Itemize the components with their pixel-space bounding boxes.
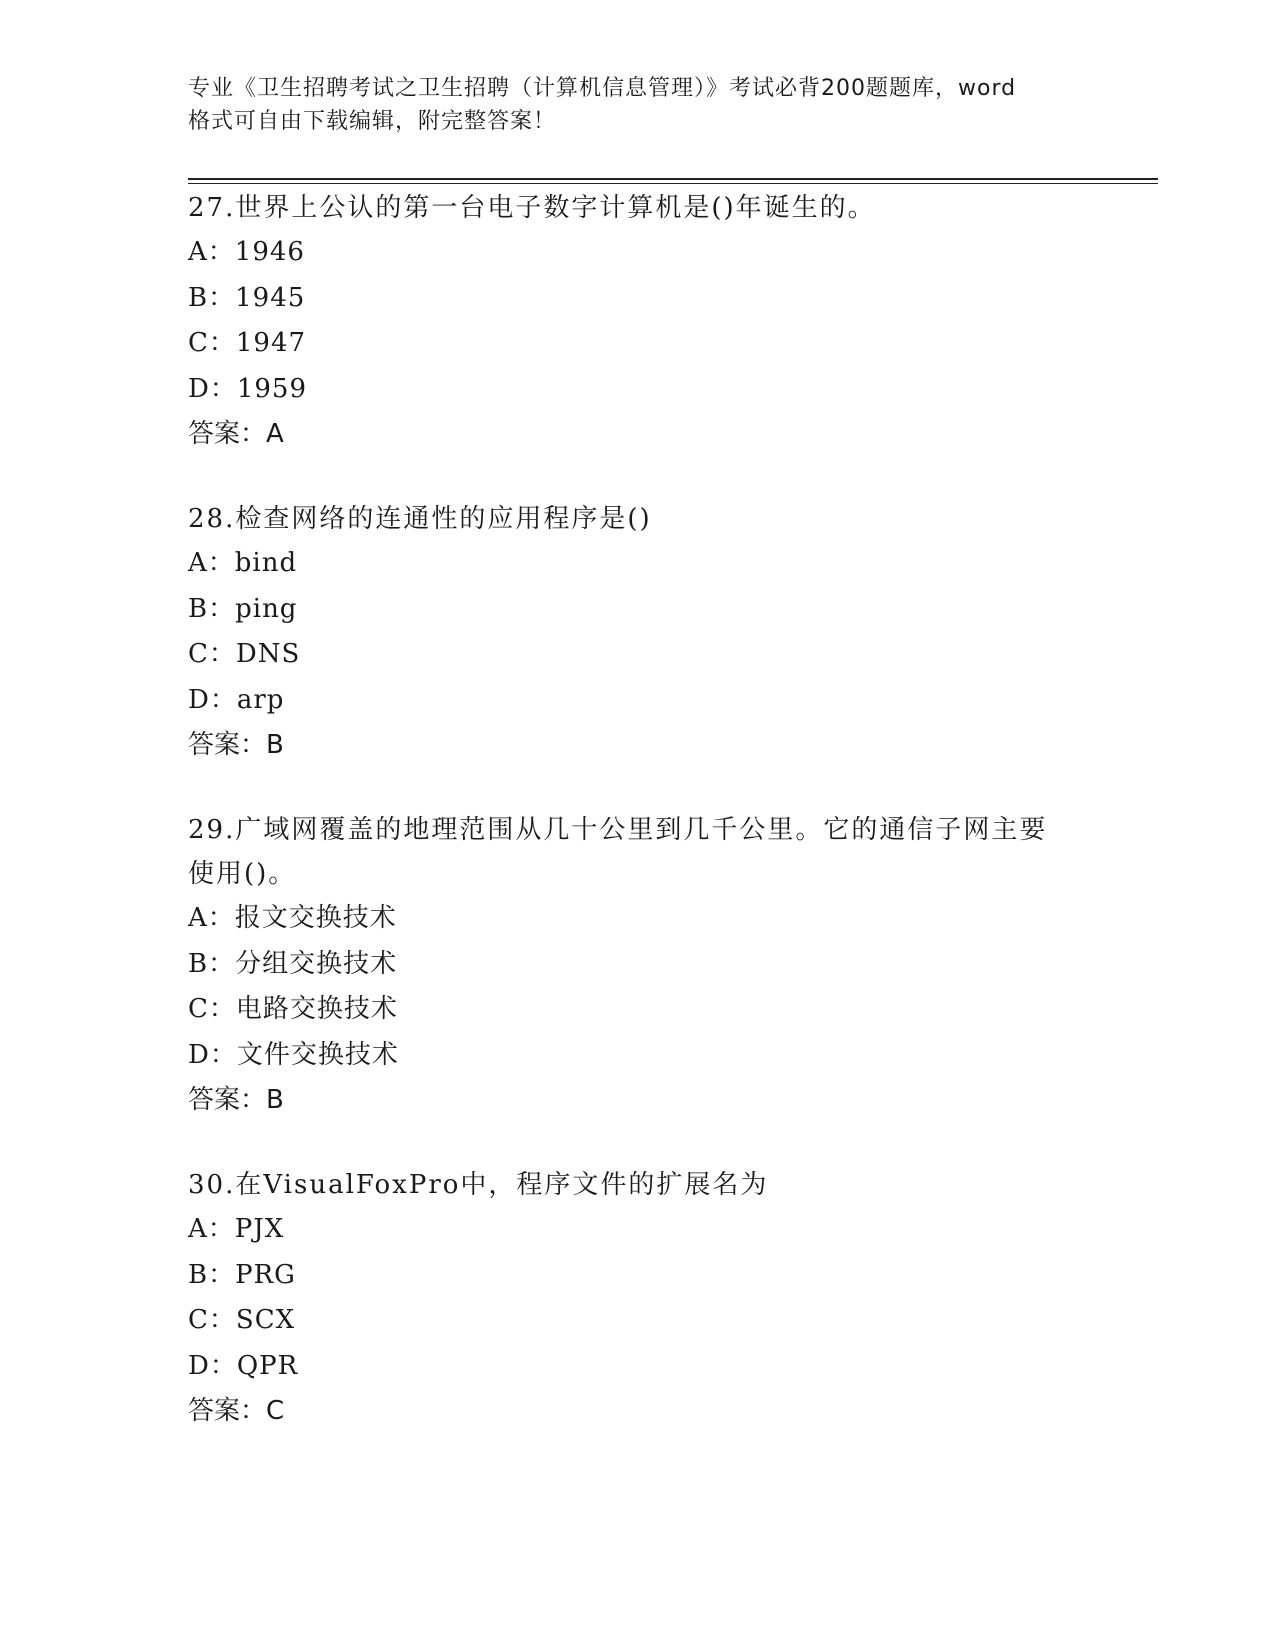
option-c: C：SCX [188, 1305, 296, 1335]
option-d: D：arp [188, 684, 285, 715]
question-list [188, 186, 1088, 1474]
option-c: C：DNS [188, 639, 301, 669]
option-a: A：报文交换技术 [188, 903, 397, 933]
answer-line: 答案：A [188, 419, 284, 449]
header-line-2: 格式可自由下载编辑，附完整答案！ [188, 109, 557, 134]
option-a: A：PJX [188, 1214, 285, 1244]
question-27 [188, 186, 1088, 457]
option-b: B：ping [188, 593, 298, 624]
question-stem: 27.世界上公认的第一台电子数字计算机是()年诞生的。 [188, 193, 876, 223]
option-a: A：1946 [188, 237, 305, 267]
header-divider [188, 178, 1158, 184]
question-stem: 29.广域网覆盖的地理范围从几十公里到几千公里。它的通信子网主要 [188, 815, 1048, 845]
option-c: C：电路交换技术 [188, 994, 398, 1024]
option-a: A：bind [188, 548, 298, 578]
option-b: B：1945 [188, 282, 306, 313]
question-29 [188, 808, 1088, 1123]
answer-line: 答案：B [188, 730, 284, 760]
question-28 [188, 497, 1088, 768]
option-d: D：1959 [188, 373, 308, 404]
question-stem: 28.检查网络的连通性的应用程序是() [188, 504, 652, 534]
option-d: D：文件交换技术 [188, 1039, 399, 1070]
header-line-1: 专业《卫生招聘考试之卫生招聘（计算机信息管理）》考试必背200题题库，word [188, 76, 1017, 101]
question-stem-continued: 使用()。 [188, 859, 297, 889]
option-c: C：1947 [188, 328, 307, 358]
option-b: B：PRG [188, 1259, 296, 1290]
question-30 [188, 1163, 1088, 1434]
option-d: D：QPR [188, 1350, 299, 1381]
question-stem: 30.在VisualFoxPro中，程序文件的扩展名为 [188, 1170, 769, 1200]
option-b: B：分组交换技术 [188, 948, 398, 979]
document-header [188, 72, 1108, 138]
answer-line: 答案：B [188, 1085, 284, 1115]
answer-line: 答案：C [188, 1396, 285, 1426]
